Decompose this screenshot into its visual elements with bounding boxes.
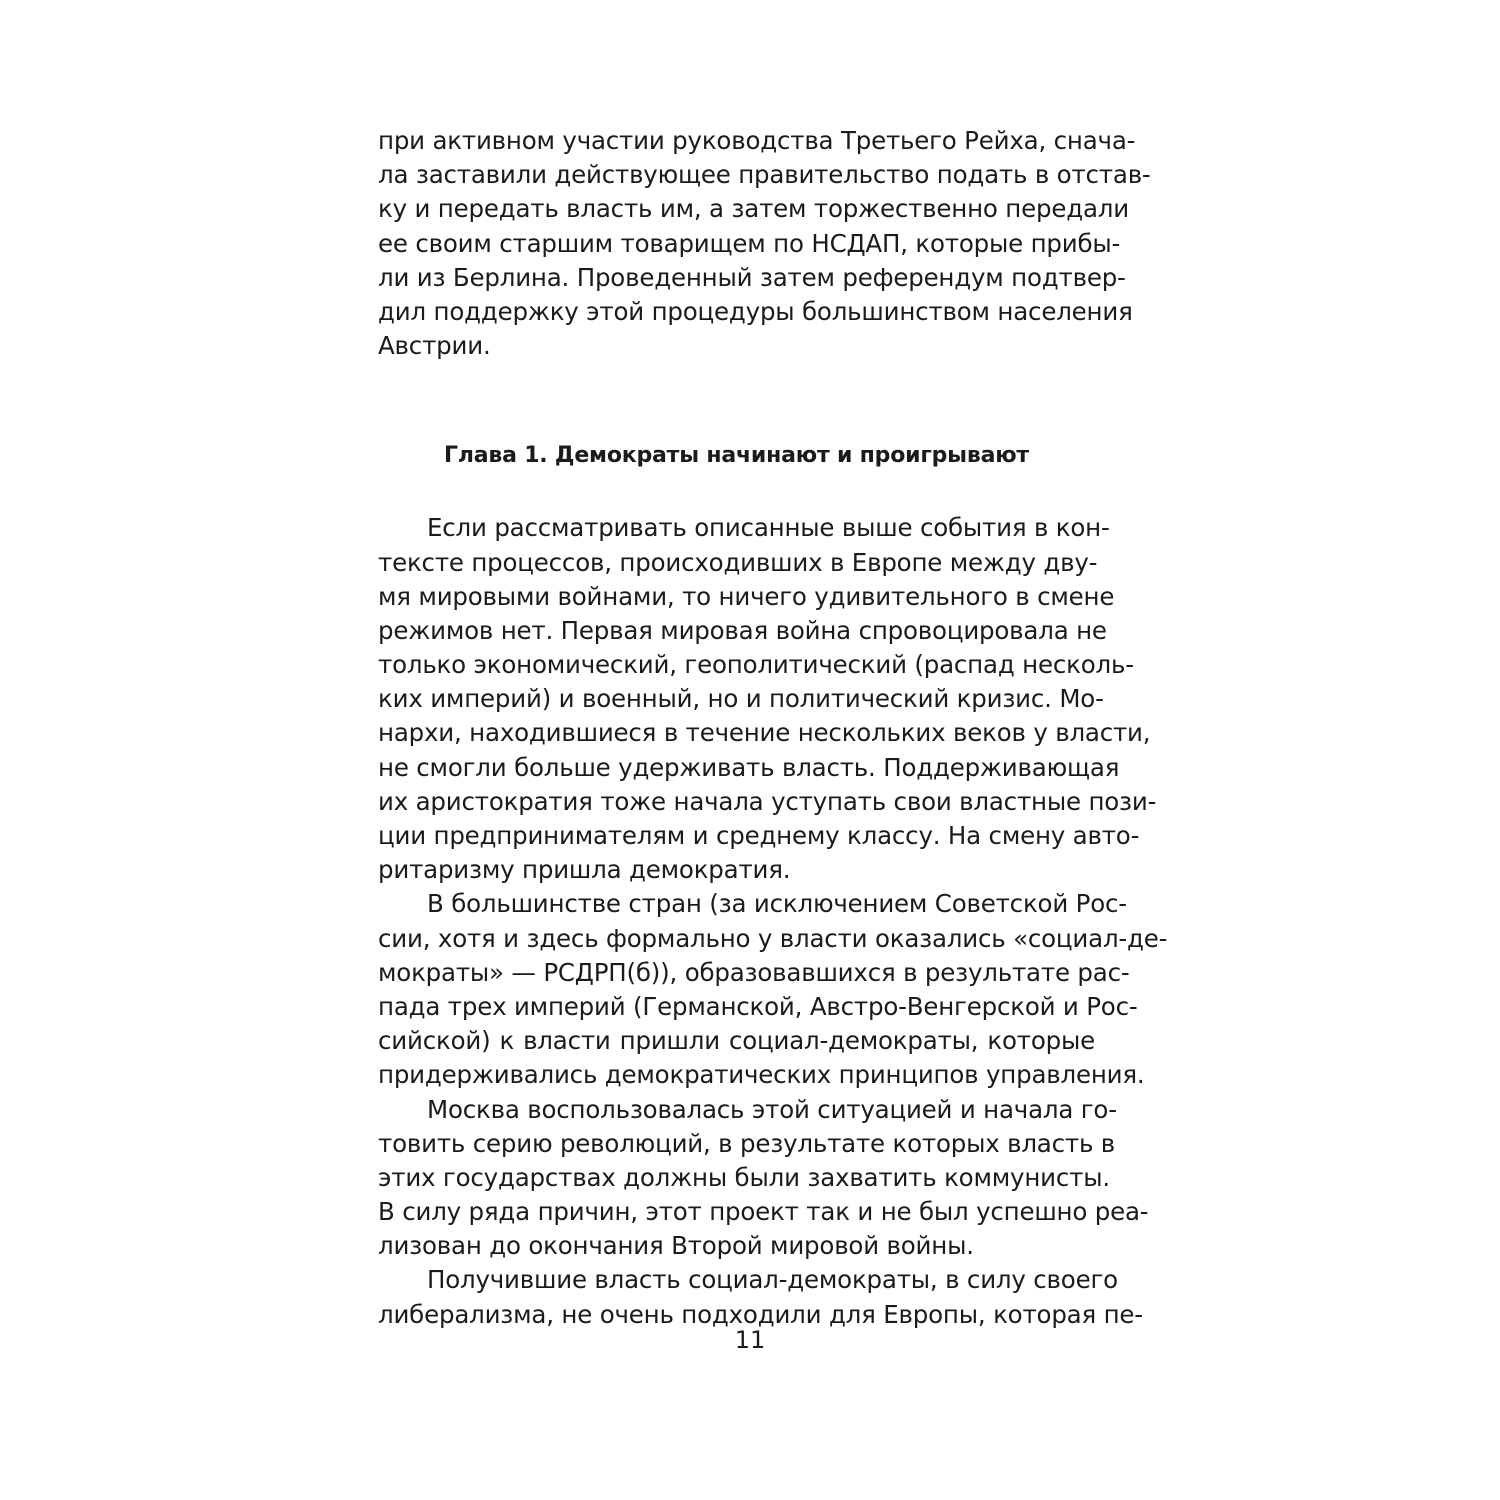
page-body — [378, 124, 1168, 1332]
text-line: этих государствах должны были захватить коммунисты. — [378, 1162, 1110, 1192]
text-line: ритаризму пришла демократия. — [378, 855, 791, 885]
paragraph-3 — [378, 1093, 1149, 1264]
text-line: придерживались демократических принципов управления. — [378, 1060, 1145, 1090]
text-line: Москва воспользовалась этой ситуацией и начала го- — [427, 1094, 1117, 1124]
text-line: Если рассматривать описанные выше события в кон- — [427, 513, 1110, 543]
text-line: товить серию революций, в результате которых власть в — [378, 1128, 1116, 1158]
text-line: дил поддержку этой процедуры большинством населения — [378, 296, 1133, 326]
text-line: ее своим старшим товарищем по НСДАП, которые прибы- — [378, 228, 1121, 258]
text-line: ли из Берлина. Проведенный затем референдум подтвер- — [378, 262, 1126, 292]
chapter-title: Глава 1. Демократы начинают и проигрывают — [444, 443, 1029, 469]
text-line: ку и передать власть им, а затем торжественно передали — [378, 194, 1129, 224]
text-line: не смогли больше удерживать власть. Поддерживающая — [378, 752, 1120, 782]
text-line: Австрии. — [378, 331, 491, 361]
text-line: тексте процессов, происходивших в Европе между дву- — [378, 547, 1098, 577]
text-line: ла заставили действующее правительство подать в отстав- — [378, 160, 1151, 190]
text-line: сийской) к власти пришли социал-демократы, которые — [378, 1026, 1095, 1056]
text-line: В силу ряда причин, этот проект так и не был успешно реа- — [378, 1197, 1149, 1227]
paragraph-2 — [378, 887, 1168, 1092]
text-line: только экономический, геополитический (распад несколь- — [378, 650, 1134, 680]
text-line: режимов нет. Первая мировая война спровоцировала не — [378, 615, 1107, 645]
paragraph-4 — [378, 1263, 1143, 1331]
text-line: ции предпринимателям и среднему классу. На смену авто- — [378, 821, 1140, 850]
text-line: либерализма, не очень подходили для Европы, которая пе- — [378, 1299, 1143, 1329]
text-line: сии, хотя и здесь формально у власти оказались «социал-де- — [378, 923, 1168, 953]
text-line: В большинстве стран (за исключением Советской Рос- — [427, 889, 1127, 919]
text-line: мя мировыми войнами, то ничего удивительного в смене — [378, 581, 1115, 611]
text-line: лизован до окончания Второй мировой войны. — [378, 1231, 974, 1261]
text-line: при активном участии руководства Третьего Рейха, снача- — [378, 126, 1136, 155]
text-line: нархи, находившиеся в течение нескольких веков у власти, — [378, 718, 1151, 748]
text-line: их аристократия тоже начала уступать свои властные пози- — [378, 786, 1157, 816]
text-line: ких империй) и военный, но и политический кризис. Мо- — [378, 684, 1104, 714]
paragraph-1 — [378, 511, 1157, 887]
text-line: Получившие власть социал-демократы, в силу своего — [427, 1265, 1118, 1295]
text-line: мократы» — РСДРП(б)), образовавшихся в результате рас- — [378, 957, 1130, 987]
text-line: пада трех империй (Германской, Австро-Венгерской и Рос- — [378, 991, 1138, 1021]
intro-paragraph — [378, 124, 1151, 363]
page-number: 11 — [734, 1326, 766, 1354]
